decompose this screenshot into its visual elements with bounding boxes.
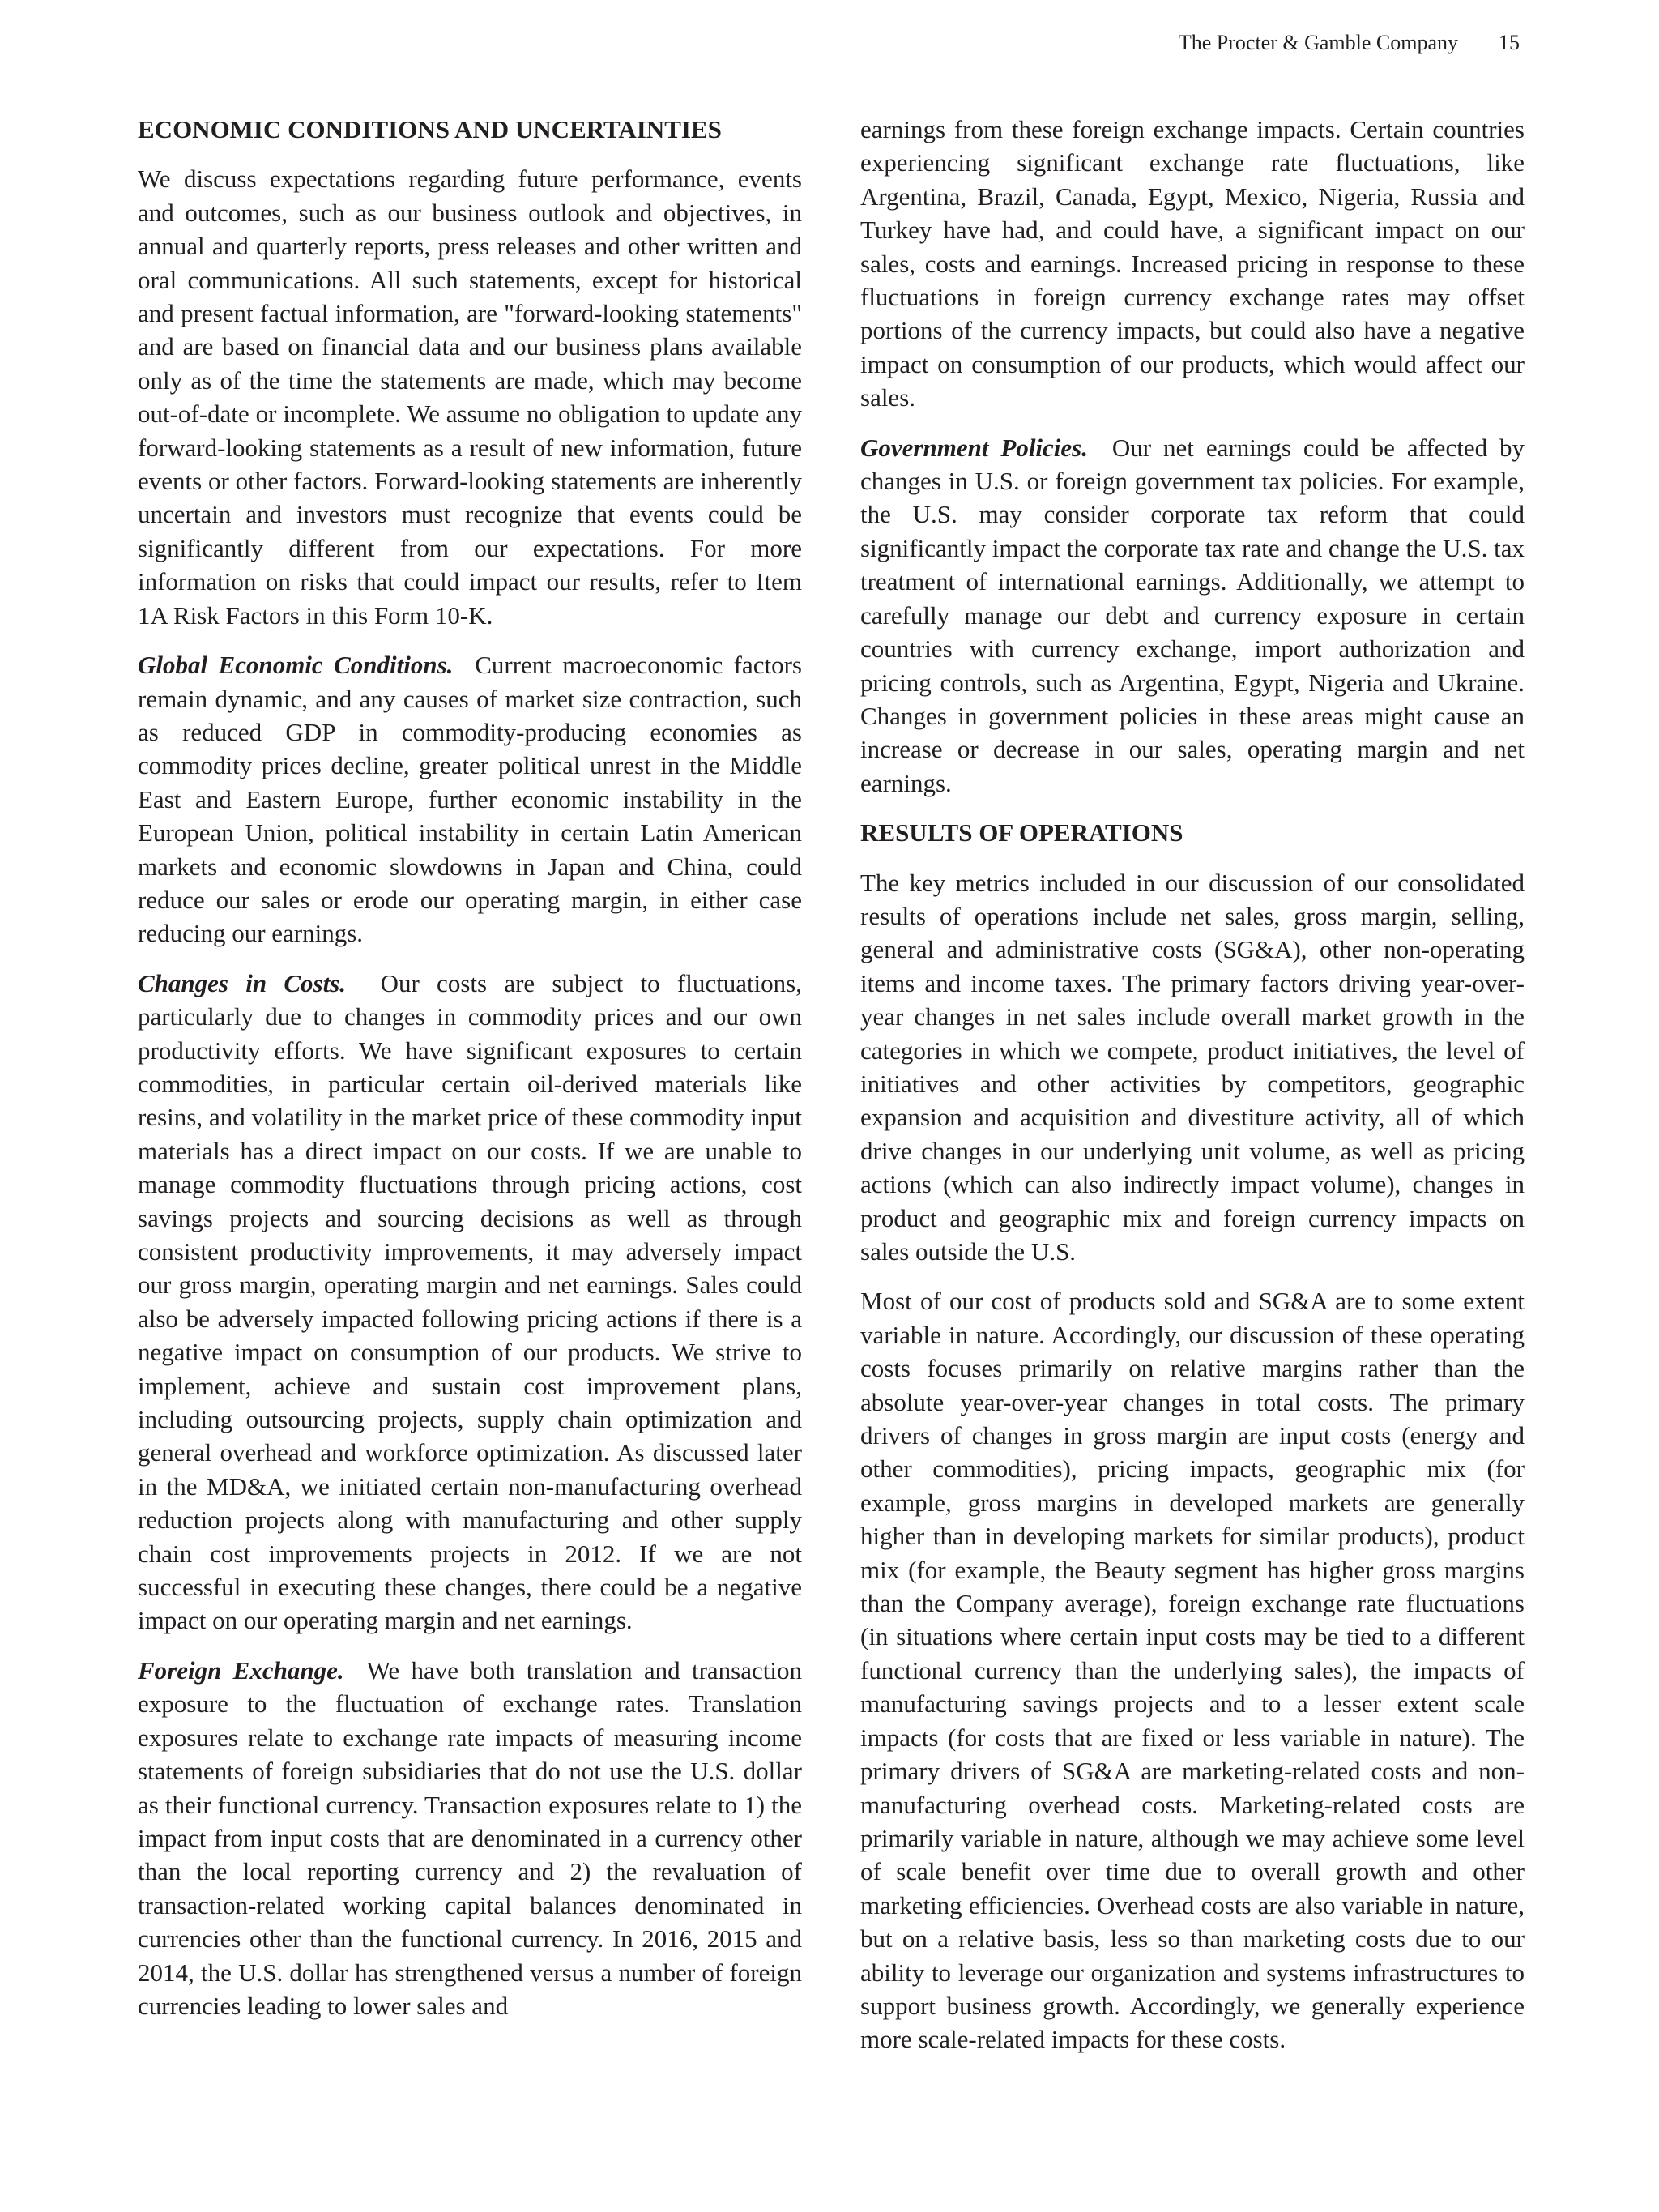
paragraph-text: earnings from these foreign exchange impacts. Certain countries experiencing significant exchange rate fluctuations, like Argentina, Brazil, Canada, Egypt, Mexico, Nigeria, Russia and Turkey have had, and could have, a significant impact on our sales, costs and earnings. Increased pricing in response to these fluctuations in foreign currency exchange rates may offset portions of the currency impacts, but could also have a negative impact on consumption of our products, which would affect our sales. [860, 115, 1525, 412]
paragraph-foreign-exchange [138, 1654, 802, 2022]
paragraph-text: We discuss expectations regarding future performance, events and outcomes, such as our business outlook and objectives, in annual and quarterly reports, press releases and other written and oral communications. All such statements, except for historical and present factual information, are "forward-looking statements" and are based on financial data and our business plans available only as of the time the statements are made, which may become out-of-date or incomplete. We assume no obligation to update any forward-looking statements as a result of new information, future events or other factors. Forward-looking statements are inherently uncertain and investors must recognize that events could be significantly different from our expectations. For more information on risks that could impact our results, refer to Item 1A Risk Factors in this Form 10-K. [138, 164, 802, 630]
paragraph-forward-looking [138, 162, 802, 632]
heading-economic-conditions: ECONOMIC CONDITIONS AND UNCERTAINTIES [138, 115, 722, 143]
paragraph-text: Our net earnings could be affected by changes in U.S. or foreign government tax policies. For example, the U.S. may consider corporate tax reform that could significantly impact the corporate tax rate and change the U.S. tax treatment of international earnings. Additionally, we attempt to carefully manage our debt and currency exposure in certain countries with currency exchange, import authorization and pricing controls, such as Argentina, Egypt, Nigeria and Ukraine. Changes in government policies in these areas might cause an increase or decrease in our sales, operating margin and net earnings. [860, 433, 1525, 797]
paragraph-foreign-exchange-continued [860, 113, 1525, 415]
paragraph-cost-drivers [860, 1284, 1525, 2056]
paragraph-global-economic [138, 648, 802, 950]
lead-foreign-exchange: Foreign Exchange. [138, 1655, 344, 1685]
left-column [138, 113, 802, 2039]
paragraph-key-metrics [860, 866, 1525, 1269]
paragraph-text: Current macroeconomic factors remain dynamic, and any causes of market size contraction, such as reduced GDP in commodity-producing economies as commodity prices decline, greater political unrest in the Middle East and Eastern Europe, further economic instability in the European Union, political instability in certain Latin American markets and economic slowdowns in Japan and China, could reduce our sales or erode our operating margin, in either case reducing our earnings. [138, 651, 803, 948]
lead-global-economic: Global Economic Conditions. [138, 651, 454, 680]
company-name: The Procter & Gamble Company [1178, 31, 1458, 54]
paragraph-text: Our costs are subject to fluctuations, particularly due to changes in commodity prices and our own productivity efforts. We have significant exposures to certain commodities, in particular certain oil-derived materials like resins, and volatility in the market price of these commodity input materials has a direct impact on our costs. If we are unable to manage commodity fluctuations through pricing actions, cost savings projects and sourcing decisions as well as through consistent productivity improvements, it may adversely impact our gross margin, operating margin and net earnings. Sales could also be adversely impacted following pricing actions if there is a negative impact on consumption of our products. We strive to implement, achieve and sustain cost improvement plans, including outsourcing projects, supply chain optimization and general overhead and workforce optimization. As discussed later in the MD&A, we initiated certain non-manufacturing overhead reduction projects along with manufacturing and other supply chain cost improvements projects in 2012. If we are not successful in executing these changes, there could be a negative impact on our operating margin and net earnings. [138, 968, 802, 1635]
heading-results-of-operations: RESULTS OF OPERATIONS [860, 818, 1183, 848]
right-column [860, 113, 1525, 2073]
paragraph-text: The key metrics included in our discussion of our consolidated results of operations include net sales, gross margin, selling, general and administrative costs (SG&A), other non-operating items and income taxes. The primary factors driving year-over-year changes in net sales include overall market growth in the categories in which we compete, product initiatives, the level of initiatives and other activities by competitors, geographic expansion and acquisition and divestiture activity, all of which drive changes in our underlying unit volume, as well as pricing actions (which can also indirectly impact volume), changes in product and geographic mix and foreign currency impacts on sales outside the U.S. [860, 868, 1525, 1266]
paragraph-government-policies [860, 431, 1525, 800]
page-number: 15 [1499, 31, 1520, 54]
page-header [1179, 29, 1520, 57]
paragraph-changes-in-costs [138, 967, 802, 1638]
paragraph-text: We have both translation and transaction exposure to the fluctuation of exchange rates. Translation exposures relate to exchange rate impacts of measuring income statements of foreign subsidiaries that do not use the U.S. dollar as their functional currency. Transaction exposures relate to 1) the impact from input costs that are denominated in a currency other than the local reporting currency and 2) the revaluation of transaction-related working capital balances denominated in currencies other than the functional currency. In 2016, 2015 and 2014, the U.S. dollar has strengthened versus a number of foreign currencies leading to lower sales and [138, 1655, 802, 2020]
paragraph-text: Most of our cost of products sold and SG&A are to some extent variable in nature. Accordingly, our discussion of these operating costs focuses primarily on relative margins rather than the absolute year-over-year changes in total costs. The primary drivers of changes in gross margin are input costs (energy and other commodities), pricing impacts, geographic mix (for example, gross margins in developed markets are generally higher than in developing markets for similar products), product mix (for example, the Beauty segment has higher gross margins than the Company average), foreign exchange rate fluctuations (in situations where certain input costs may be tied to a different functional currency than the underlying sales), the impacts of manufacturing savings projects and to a lesser extent scale impacts (for costs that are fixed or less variable in nature). The primary drivers of SG&A are marketing-related costs and non-manufacturing overhead costs. Marketing-related costs are primarily variable in nature, although we may achieve some level of scale benefit over time due to overall growth and other marketing efficiencies. Overhead costs are also variable in nature, but on a relative basis, less so than marketing costs due to our ability to leverage our organization and systems infrastructures to support business growth. Accordingly, we generally experience more scale-related impacts for these costs. [860, 1287, 1525, 2054]
lead-government-policies: Government Policies. [860, 433, 1088, 462]
lead-changes-in-costs: Changes in Costs. [138, 968, 347, 997]
